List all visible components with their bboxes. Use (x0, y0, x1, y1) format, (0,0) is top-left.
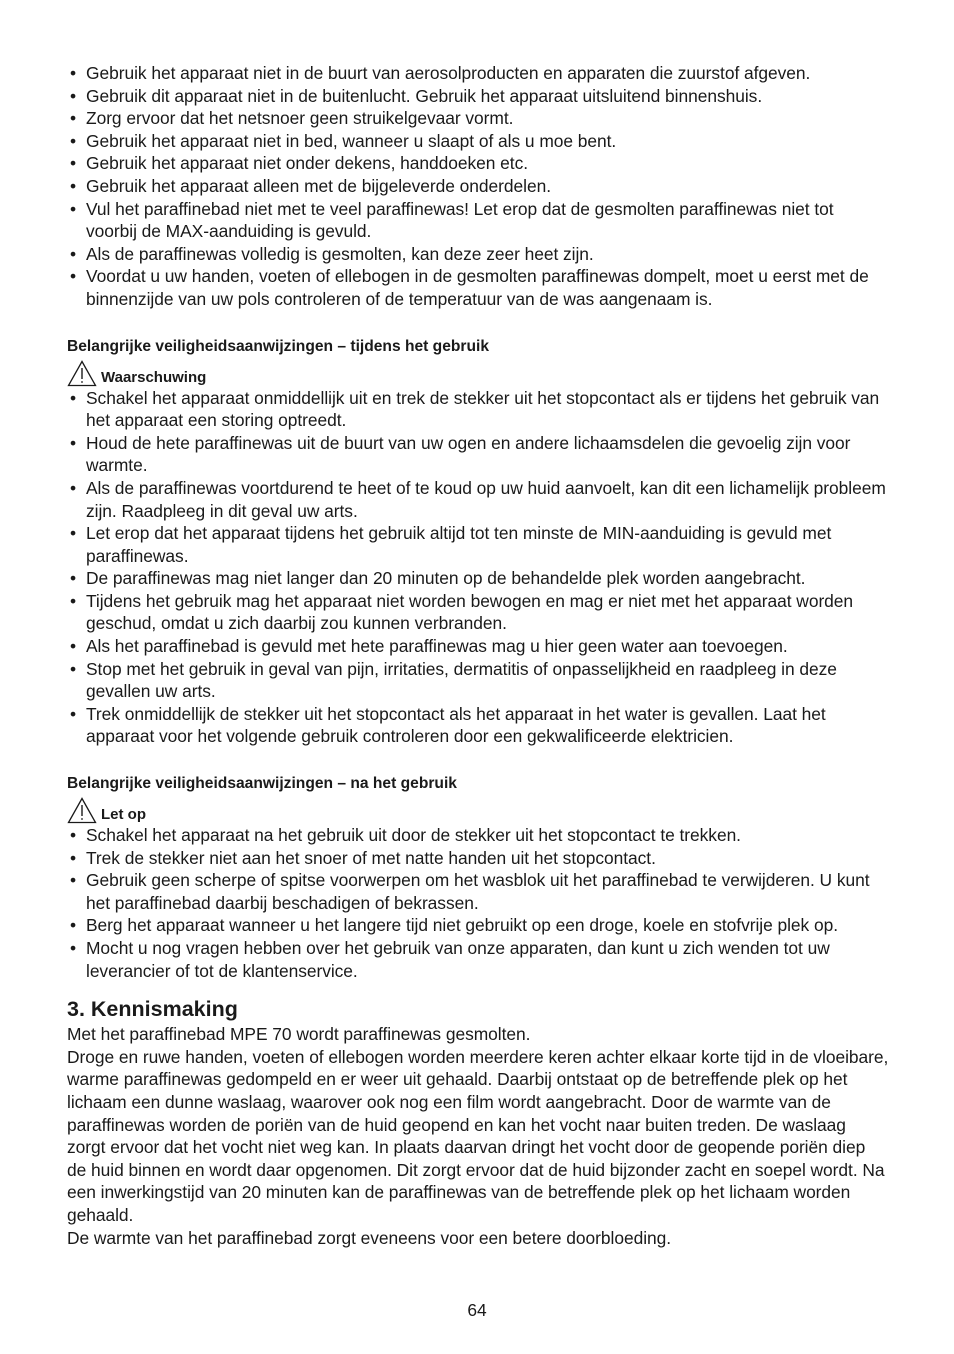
list-item: • Trek de stekker niet aan het snoer of met natte handen uit het stopcontact. (67, 847, 889, 870)
list-item: • Trek onmiddellijk de stekker uit het stopcontact als het apparaat in het water is gevallen. Laat het apparaat voor het volgende gebruik controleren door een gekwalificeerde elektricien. (67, 703, 889, 748)
page-number: 64 (467, 1300, 487, 1320)
list-item: • Gebruik het apparaat niet in bed, wanneer u slaapt of als u moe bent. (67, 130, 889, 153)
list-item: • Let erop dat het apparaat tijdens het gebruik altijd tot ten minste de MIN-aanduiding is gevuld met paraffinewas. (67, 522, 889, 567)
body-paragraph: De warmte van het paraffinebad zorgt eveneens voor een betere doorbloeding. (67, 1227, 672, 1248)
list-item: • Voordat u uw handen, voeten of ellebogen in de gesmolten paraffinewas dompelt, moet u eerst met de binnenzijde van uw pols controleren of de temperatuur van de was aangenaam is. (67, 265, 889, 310)
caution-line (67, 794, 889, 824)
list-item: • Zorg ervoor dat het netsnoer geen struikelgevaar vormt. (67, 107, 889, 130)
list-item: • De paraffinewas mag niet langer dan 20 minuten op de behandelde plek worden aangebracht. (67, 567, 889, 590)
after-use-heading: Belangrijke veiligheidsaanwijzingen – na het gebruik (67, 775, 457, 793)
list-item: • Gebruik het apparaat niet onder dekens, handdoeken etc. (67, 152, 889, 175)
body-paragraph: Met het paraffinebad MPE 70 wordt paraffinewas gesmolten. (67, 1024, 531, 1045)
list-item: • Schakel het apparaat onmiddellijk uit en trek de stekker uit het stopcontact als er tijdens het gebruik van het apparaat een storing optreedt. (67, 387, 889, 432)
list-item: • Schakel het apparaat na het gebruik uit door de stekker uit het stopcontact te trekken. (67, 824, 889, 847)
list-item: • Gebruik het apparaat niet in de buurt van aerosolproducten en apparaten die zuurstof afgeven. (67, 62, 889, 85)
list-item: • Tijdens het gebruik mag het apparaat niet worden bewogen en mag er niet met het apparaat worden geschud, omdat u zich daarbij zou kunnen verbranden. (67, 590, 889, 635)
body-paragraph: Droge en ruwe handen, voeten of ellebogen worden meerdere keren achter elkaar korte tijd in de vloeibare, warme paraffinewas gedompeld en er weer uit gehaald. Daarbij ontstaat op de betreffende plek op het lichaam een dunne waslaag, waarover ook nog een film wordt aangebracht. Door de warmte van de paraffinewas worden de poriën van de huid geopend en kan het vocht naar buiten treden. De waslaag zorgt ervoor dat het vocht niet weg kan. In plaats daarvan dringt het vocht door de geopende poriën diep de huid binnen en wordt daar opgenomen. Dit zorgt ervoor dat de huid bijzonder zacht en soepel wordt. Na een inwerkingstijd van 20 minuten kan de paraffinewas van de betreffende plek op het lichaam worden gehaald. (67, 1046, 889, 1225)
list-item: • Mocht u nog vragen hebben over het gebruik van onze apparaten, dan kunt u zich wenden tot uw leverancier of tot de klantenservice. (67, 937, 889, 982)
list-item: • Houd de hete paraffinewas uit de buurt van uw ogen en andere lichaamsdelen die gevoelig zijn voor warmte. (67, 432, 889, 477)
warning-label: Waarschuwing (101, 368, 207, 386)
list-item: • Vul het paraffinebad niet met te veel paraffinewas! Let erop dat de gesmolten paraffinewas niet tot voorbij de MAX-aanduiding is gevuld. (67, 198, 889, 243)
list-item: • Gebruik geen scherpe of spitse voorwerpen om het wasblok uit het paraffinebad te verwijderen. U kunt het paraffinebad daarbij beschadigen of bekrassen. (67, 869, 889, 914)
warning-triangle-icon (67, 360, 97, 387)
section-title: 3. Kennismaking (67, 997, 238, 1022)
list-item: • Als de paraffinewas voortdurend te heet of te koud op uw huid aanvoelt, kan dit een lichamelijk probleem zijn. Raadpleeg in dit geval uw arts. (67, 477, 889, 522)
list-item: • Gebruik dit apparaat niet in de buitenlucht. Gebruik het apparaat uitsluitend binnenshuis. (67, 85, 889, 108)
during-use-heading: Belangrijke veiligheidsaanwijzingen – tijdens het gebruik (67, 337, 490, 355)
intro-bullet-list (67, 62, 889, 311)
list-item: • Stop met het gebruik in geval van pijn, irritaties, dermatitis of onpasselijkheid en raadpleeg in deze gevallen uw arts. (67, 658, 889, 703)
caution-label: Let op (101, 806, 146, 824)
list-item: • Gebruik het apparaat alleen met de bijgeleverde onderdelen. (67, 175, 889, 198)
page-content (67, 62, 889, 1249)
warning-triangle-icon (67, 797, 97, 824)
during-use-bullet-list (67, 387, 889, 749)
list-item: • Als het paraffinebad is gevuld met hete paraffinewas mag u hier geen water aan toevoegen. (67, 635, 889, 658)
warning-line (67, 357, 889, 387)
after-use-bullet-list (67, 824, 889, 982)
list-item: • Berg het apparaat wanneer u het langere tijd niet gebruikt op een droge, koele en stofvrije plek op. (67, 914, 889, 937)
list-item: • Als de paraffinewas volledig is gesmolten, kan deze zeer heet zijn. (67, 243, 889, 266)
